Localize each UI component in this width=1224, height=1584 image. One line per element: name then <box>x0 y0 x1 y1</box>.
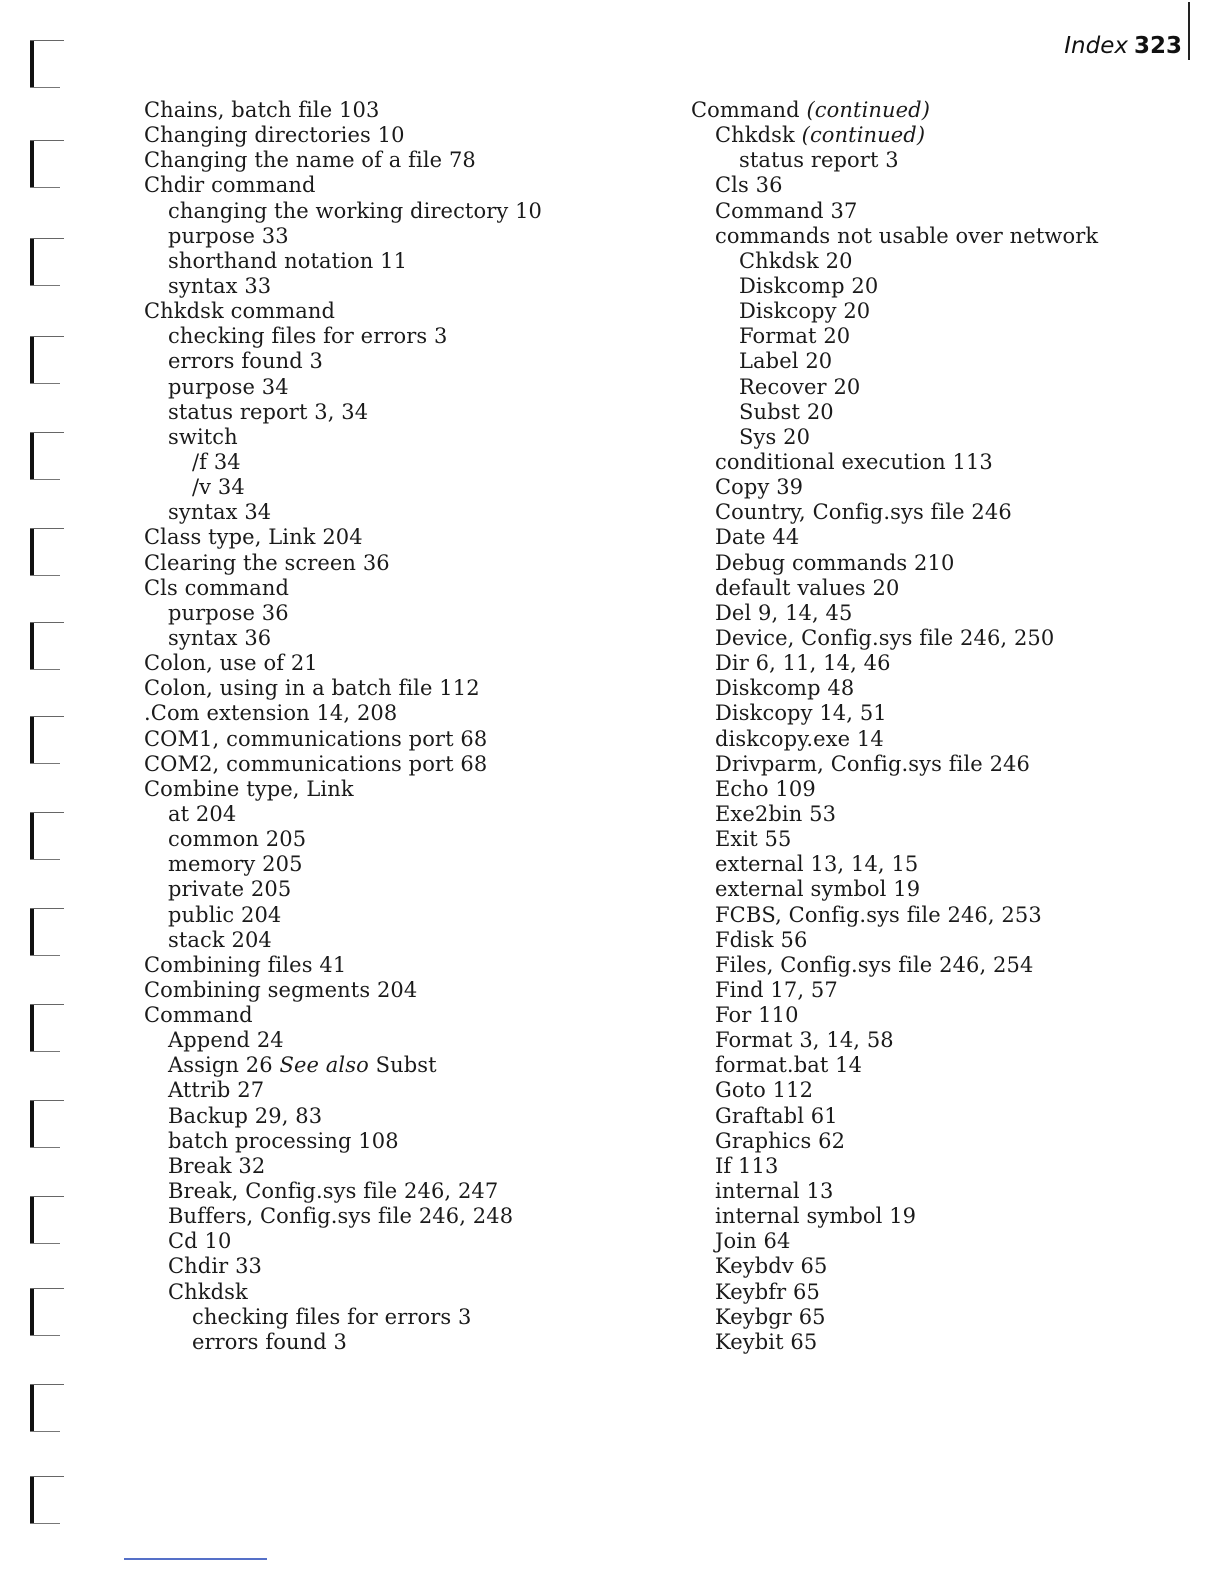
index-entry <box>691 450 1191 475</box>
index-entry-text: Find 17, 57 <box>715 977 838 1002</box>
index-entry <box>144 752 614 777</box>
index-entry <box>691 375 1191 400</box>
index-entry <box>691 953 1191 978</box>
index-entry-text: internal symbol 19 <box>715 1204 917 1229</box>
index-entry-text: public 204 <box>168 902 282 927</box>
index-entry-text: Chkdsk 20 <box>739 248 853 273</box>
index-entry-text: Command <box>144 1003 253 1028</box>
index-entry-text: checking files for errors 3 <box>192 1304 472 1329</box>
index-entry-text: Combine type, Link <box>144 776 354 801</box>
index-entry-text: Graftabl 61 <box>715 1103 838 1128</box>
index-entry <box>691 324 1191 349</box>
index-entry-text: Cd 10 <box>168 1229 232 1254</box>
index-entry <box>691 651 1191 676</box>
index-entry-text: Diskcomp 20 <box>739 273 879 298</box>
index-entry-text: purpose 36 <box>168 600 289 625</box>
index-entry <box>691 777 1191 802</box>
index-entry <box>144 1003 614 1028</box>
index-entry-text: Diskcopy 14, 51 <box>715 701 887 726</box>
index-entry-text: syntax 36 <box>168 625 272 650</box>
index-entry <box>144 601 614 626</box>
index-entry <box>144 199 614 224</box>
index-entry-text: Device, Config.sys file 246, 250 <box>715 625 1055 650</box>
index-entry-text: Diskcopy 20 <box>739 299 871 324</box>
index-entry-text: Command 37 <box>715 198 858 223</box>
index-entry <box>144 978 614 1003</box>
index-entry <box>144 928 614 953</box>
page-header <box>1064 30 1182 62</box>
index-entry-text: Keybfr 65 <box>715 1279 820 1304</box>
index-entry <box>144 903 614 928</box>
index-entry-text: COM1, communications port 68 <box>144 726 488 751</box>
index-entry <box>691 1053 1191 1078</box>
index-entry <box>691 1204 1191 1229</box>
index-entry <box>144 173 614 198</box>
index-entry <box>144 676 614 701</box>
index-entry-text: errors found 3 <box>192 1329 347 1354</box>
index-entry-text: internal 13 <box>715 1179 834 1204</box>
index-entry-text: Backup 29, 83 <box>168 1103 323 1128</box>
index-entry-text: syntax 33 <box>168 273 272 298</box>
index-entry <box>144 349 614 374</box>
index-entry <box>691 98 1191 123</box>
index-entry-text: Keybdv 65 <box>715 1254 828 1279</box>
index-entry <box>691 400 1191 425</box>
index-entry-text: Del 9, 14, 45 <box>715 600 853 625</box>
index-entry-text: Chdir 33 <box>168 1254 262 1279</box>
index-entry <box>144 224 614 249</box>
index-entry <box>144 727 614 752</box>
continued-label: (continued) <box>806 98 931 122</box>
index-entry <box>144 802 614 827</box>
index-entry-text: Fdisk 56 <box>715 927 808 952</box>
binding-bracket <box>30 238 70 288</box>
index-entry <box>691 1305 1191 1330</box>
index-entry-text: Files, Config.sys file 246, 254 <box>715 952 1034 977</box>
running-head: Index <box>1064 33 1128 59</box>
index-entry <box>691 802 1191 827</box>
index-entry <box>144 777 614 802</box>
index-entry <box>144 425 614 450</box>
binding-bracket <box>30 432 70 482</box>
index-column-left <box>144 98 614 1355</box>
index-entry-text: Country, Config.sys file 246 <box>715 500 1012 525</box>
binding-bracket <box>30 336 70 386</box>
index-entry <box>144 1305 614 1330</box>
binding-bracket <box>30 1384 70 1434</box>
index-entry-text: Chkdsk <box>168 1279 248 1304</box>
index-entry <box>144 1330 614 1355</box>
binding-bracket <box>30 812 70 862</box>
index-entry-text: Command <box>691 98 800 122</box>
index-entry-text: shorthand notation 11 <box>168 248 408 273</box>
index-entry-text: Chains, batch file 103 <box>144 98 380 122</box>
index-entry <box>144 148 614 173</box>
binding-bracket <box>30 1004 70 1054</box>
index-entry <box>691 1028 1191 1053</box>
index-entry <box>691 903 1191 928</box>
page-number: 323 <box>1133 33 1182 59</box>
index-entry <box>691 551 1191 576</box>
index-entry <box>144 1280 614 1305</box>
index-entry-text: /f 34 <box>192 449 241 474</box>
index-entry <box>691 299 1191 324</box>
index-entry-text: Date 44 <box>715 525 800 550</box>
index-entry-text: switch <box>168 424 238 449</box>
index-entry-text: Attrib 27 <box>168 1078 265 1103</box>
index-entry <box>144 324 614 349</box>
index-entry <box>691 827 1191 852</box>
index-entry-text: batch processing 108 <box>168 1128 399 1153</box>
index-entry-text: Changing the name of a file 78 <box>144 148 476 173</box>
index-entry <box>691 249 1191 274</box>
index-entry <box>691 676 1191 701</box>
index-entry-text: If 113 <box>715 1153 779 1178</box>
index-entry <box>691 349 1191 374</box>
index-entry-text: purpose 34 <box>168 374 289 399</box>
index-entry-text: checking files for errors 3 <box>168 324 448 349</box>
index-entry <box>144 877 614 902</box>
index-entry <box>144 500 614 525</box>
index-entry <box>691 601 1191 626</box>
binding-bracket <box>30 716 70 766</box>
index-entry-text: memory 205 <box>168 852 303 877</box>
index-entry-text: Cls 36 <box>715 173 783 198</box>
index-entry <box>691 1179 1191 1204</box>
index-entry <box>144 953 614 978</box>
index-entry <box>691 1330 1191 1355</box>
index-entry <box>144 1229 614 1254</box>
index-entry-text: Keybgr 65 <box>715 1304 826 1329</box>
index-entry-text: /v 34 <box>192 475 245 500</box>
index-entry <box>144 299 614 324</box>
index-entry-text: Changing directories 10 <box>144 123 405 148</box>
index-entry <box>691 1078 1191 1103</box>
index-entry <box>144 249 614 274</box>
index-entry-text: Dir 6, 11, 14, 46 <box>715 651 891 676</box>
index-entry <box>691 752 1191 777</box>
index-entry <box>144 827 614 852</box>
index-entry-text: Keybit 65 <box>715 1329 818 1354</box>
index-entry-text: Format 3, 14, 58 <box>715 1028 894 1053</box>
index-entry <box>144 1254 614 1279</box>
index-entry <box>144 1179 614 1204</box>
index-entry <box>691 1003 1191 1028</box>
index-entry <box>691 852 1191 877</box>
index-entry-text: at 204 <box>168 801 237 826</box>
index-entry <box>144 626 614 651</box>
index-entry-text: FCBS, Config.sys file 246, 253 <box>715 902 1042 927</box>
index-entry <box>691 928 1191 953</box>
index-entry <box>144 450 614 475</box>
index-entry-text: Debug commands 210 <box>715 550 955 575</box>
index-entry <box>144 1154 614 1179</box>
index-entry <box>144 400 614 425</box>
index-column-right <box>691 98 1191 1355</box>
index-entry <box>691 475 1191 500</box>
binding-bracket <box>30 1196 70 1246</box>
see-also-target: Subst <box>375 1053 437 1078</box>
index-entry-text: external symbol 19 <box>715 877 921 902</box>
index-entry <box>691 274 1191 299</box>
index-entry-text: format.bat 14 <box>715 1053 863 1078</box>
index-entry <box>691 148 1191 173</box>
index-entry <box>144 1078 614 1103</box>
index-entry <box>144 1104 614 1129</box>
index-entry-text: purpose 33 <box>168 223 289 248</box>
index-entry-text: stack 204 <box>168 927 272 952</box>
see-also-label: See also <box>279 1053 369 1078</box>
index-entry-text: default values 20 <box>715 575 900 600</box>
index-entry-text: conditional execution 113 <box>715 449 993 474</box>
index-entry <box>691 525 1191 550</box>
index-entry <box>691 1104 1191 1129</box>
index-entry <box>691 626 1191 651</box>
index-entry-text: Clearing the screen 36 <box>144 550 390 575</box>
index-entry <box>144 274 614 299</box>
binding-bracket <box>30 40 70 90</box>
index-entry <box>691 727 1191 752</box>
index-entry-text: Class type, Link 204 <box>144 525 363 550</box>
index-entry <box>144 1053 614 1078</box>
index-entry-text: Assign 26 <box>168 1053 273 1078</box>
index-entry <box>144 701 614 726</box>
index-entry-text: Combining segments 204 <box>144 977 418 1002</box>
index-entry-text: Join 64 <box>715 1229 791 1254</box>
index-entry-text: status report 3, 34 <box>168 399 369 424</box>
index-entry-text: Chkdsk command <box>144 299 336 324</box>
index-entry-text: changing the working directory 10 <box>168 198 543 223</box>
index-entry-text: errors found 3 <box>168 349 323 374</box>
index-entry-text: external 13, 14, 15 <box>715 852 919 877</box>
index-entry <box>691 1254 1191 1279</box>
index-entry <box>144 525 614 550</box>
index-entry <box>144 475 614 500</box>
index-entry-text: Buffers, Config.sys file 246, 248 <box>168 1204 514 1229</box>
index-entry-text: Diskcomp 48 <box>715 676 855 701</box>
index-entry-text: Exe2bin 53 <box>715 801 837 826</box>
index-entry-text: Chkdsk <box>715 123 795 148</box>
index-entry-text: private 205 <box>168 877 292 902</box>
index-entry-text: .Com extension 14, 208 <box>144 701 398 726</box>
binding-bracket <box>30 1288 70 1338</box>
index-entry <box>691 1229 1191 1254</box>
binding-bracket <box>30 528 70 578</box>
index-entry-text: commands not usable over network <box>715 223 1099 248</box>
index-entry <box>691 1280 1191 1305</box>
index-entry-text: Copy 39 <box>715 475 804 500</box>
index-entry-text: Append 24 <box>168 1028 284 1053</box>
index-entry-text: Colon, use of 21 <box>144 651 318 676</box>
index-entry <box>144 852 614 877</box>
index-entry-text: Graphics 62 <box>715 1128 846 1153</box>
index-entry-text: common 205 <box>168 827 307 852</box>
index-entry <box>691 500 1191 525</box>
index-entry <box>144 123 614 148</box>
index-entry-text: Subst 20 <box>739 399 834 424</box>
continued-label: (continued) <box>801 123 926 148</box>
index-entry-text: Break, Config.sys file 246, 247 <box>168 1179 499 1204</box>
index-entry <box>691 701 1191 726</box>
index-entry-text: Recover 20 <box>739 374 861 399</box>
header-rule <box>1188 2 1190 60</box>
binding-bracket <box>30 140 70 190</box>
index-entry <box>691 1154 1191 1179</box>
index-entry-text: Exit 55 <box>715 827 792 852</box>
index-entry <box>691 576 1191 601</box>
index-entry-text: syntax 34 <box>168 500 272 525</box>
index-entry-text: COM2, communications port 68 <box>144 751 488 776</box>
index-entry <box>691 877 1191 902</box>
index-entry <box>691 199 1191 224</box>
binding-bracket <box>30 1100 70 1150</box>
index-entry-text: Drivparm, Config.sys file 246 <box>715 751 1030 776</box>
binding-bracket <box>30 622 70 672</box>
index-entry <box>144 375 614 400</box>
index-entry <box>144 1204 614 1229</box>
index-entry-text: Break 32 <box>168 1153 266 1178</box>
index-entry-text: Goto 112 <box>715 1078 814 1103</box>
index-entry-text: Cls command <box>144 575 290 600</box>
binding-marks <box>14 40 84 1540</box>
footer-rule <box>124 1558 267 1560</box>
index-entry <box>691 1129 1191 1154</box>
index-entry-text: status report 3 <box>739 148 899 173</box>
index-entry <box>691 173 1191 198</box>
index-entry <box>691 123 1191 148</box>
index-entry <box>691 978 1191 1003</box>
index-entry <box>144 98 614 123</box>
index-entry-text: Label 20 <box>739 349 833 374</box>
index-entry-text: Sys 20 <box>739 424 811 449</box>
index-entry <box>144 1028 614 1053</box>
index-entry-text: Colon, using in a batch file 112 <box>144 676 480 701</box>
binding-bracket <box>30 1476 70 1526</box>
index-entry <box>144 551 614 576</box>
index-entry <box>144 651 614 676</box>
index-entry-text: Echo 109 <box>715 776 816 801</box>
binding-bracket <box>30 908 70 958</box>
index-entry <box>144 576 614 601</box>
index-entry-text: diskcopy.exe 14 <box>715 726 884 751</box>
index-entry-text: Format 20 <box>739 324 851 349</box>
index-entry <box>144 1129 614 1154</box>
index-entry-text: For 110 <box>715 1003 799 1028</box>
index-entry-text: Chdir command <box>144 173 316 198</box>
index-entry <box>691 425 1191 450</box>
index-entry <box>691 224 1191 249</box>
index-entry-text: Combining files 41 <box>144 952 347 977</box>
